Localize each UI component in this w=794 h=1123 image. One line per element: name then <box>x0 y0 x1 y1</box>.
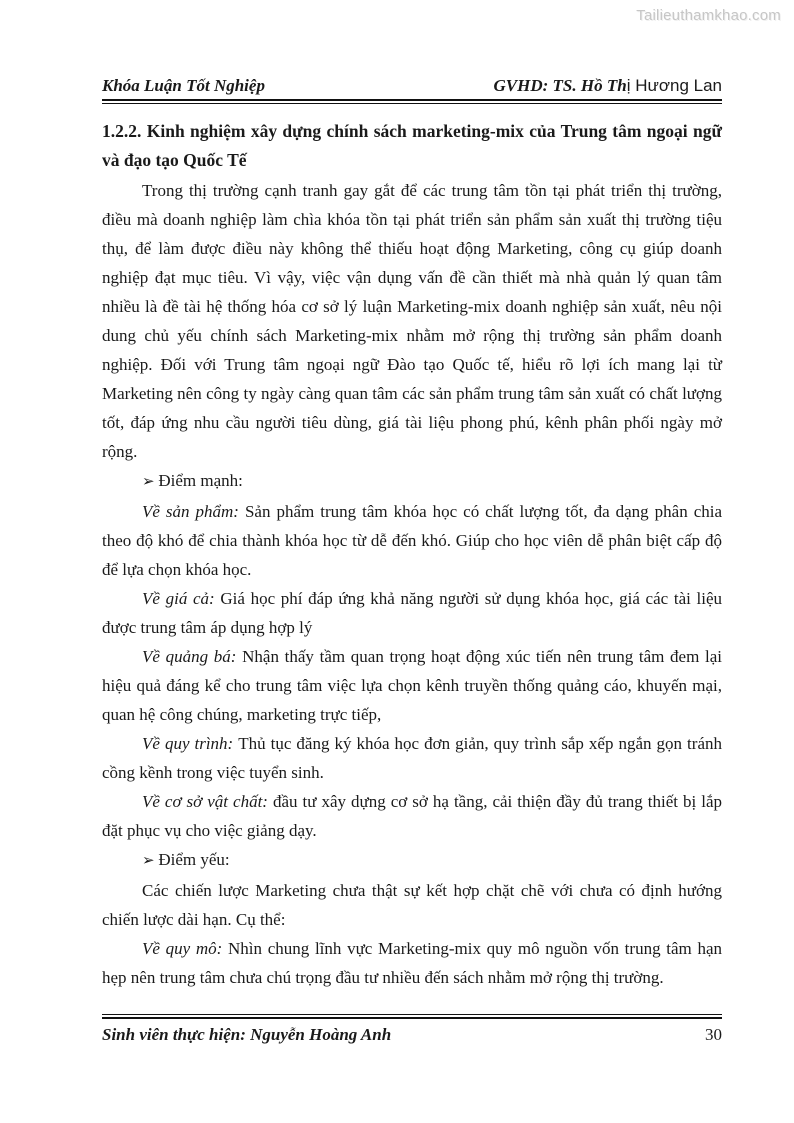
paragraph-lead: Về quy mô: <box>142 939 229 958</box>
header-title: Khóa Luận Tốt Nghiệp <box>102 76 265 95</box>
footer-row <box>102 1024 722 1046</box>
paragraph-lead: Về quy trình: <box>142 734 239 753</box>
document-body <box>102 176 722 992</box>
page-footer <box>102 1014 722 1046</box>
page-content <box>102 76 722 992</box>
header-supervisor-sans: ị Hương Lan <box>626 76 722 95</box>
footer-rule <box>102 1014 722 1019</box>
paragraph: Trong thị trường cạnh tranh gay gắt để các trung tâm tồn tại phát triển thị trường, điều mà doanh nghiệp làm chìa khóa tồn tại phát triển sản phẩm sản xuất thị trường tiệu thụ, để làm được điều này không thể thiếu hoạt động Marketing, công cụ giúp doanh nghiệp đạt mục tiêu. Vì vậy, việc vận dụng vấn đề cần thiết mà nhà quản lý quan tâm nhiều là đề tài hệ thống hóa cơ sở lý luận Marketing-mix doanh nghiệp sản xuất, nêu nội dung chủ yếu chính sách Marketing-mix nhằm mở rộng thị trường sản phẩm doanh nghiệp. Đối với Trung tâm ngoại ngữ Đào tạo Quốc tế, hiểu rõ lợi ích mang lại từ Marketing nên công ty ngày càng quan tâm các sản phẩm trung tâm sản xuất có chất lượng tốt, đáp ứng nhu cầu người tiêu dùng, giá tài liệu phong phú, kênh phân phối ngày mở rộng. <box>102 181 722 461</box>
paragraph-lead: Về giá cả: <box>142 589 221 608</box>
paragraph: Về quy mô: Nhìn chung lĩnh vực Marketing-mix quy mô nguồn vốn trung tâm hạn hẹp nên trung tâm chưa chú trọng đầu tư nhiều đến sách nhằm mở rộng thị trường. <box>102 939 722 987</box>
paragraph: Về quy trình: Thủ tục đăng ký khóa học đơn giản, quy trình sắp xếp ngắn gọn tránh cồng kềnh trong việc tuyển sinh. <box>102 734 722 782</box>
arrow-bullet-icon: ➢ <box>142 853 159 869</box>
arrow-bullet-icon: ➢ <box>142 474 159 490</box>
page-header <box>102 76 722 99</box>
section-heading: 1.2.2. Kinh nghiệm xây dựng chính sách marketing-mix của Trung tâm ngoại ngữ và đạo tạo Quốc Tế <box>102 121 722 170</box>
paragraph-lead: Về sản phẩm: <box>142 502 245 521</box>
bullet-item: ➢ Điểm yếu: <box>142 850 230 869</box>
bullet-item: ➢ Điểm mạnh: <box>142 471 243 490</box>
paragraph: Các chiến lược Marketing chưa thật sự kết hợp chặt chẽ với chưa có định hướng chiến lược dài hạn. Cụ thể: <box>102 881 722 929</box>
paragraph: Về quảng bá: Nhận thấy tầm quan trọng hoạt động xúc tiến nên trung tâm đem lại hiệu quả đáng kể cho trung tâm việc lựa chọn kênh truyền thống quảng cáo, khuyến mại, quan hệ công chúng, marketing trực tiếp, <box>102 647 723 724</box>
page-number: 30 <box>705 1025 722 1044</box>
paragraph-lead: Về cơ sở vật chất: <box>142 792 273 811</box>
header-supervisor <box>494 76 723 96</box>
header-rule <box>102 99 722 104</box>
paragraph: Về sản phẩm: Sản phẩm trung tâm khóa học có chất lượng tốt, đa dạng phân chia theo độ khó để chia thành khóa học từ dễ đến khó. Giúp cho học viên dễ phân biệt cấp độ để lựa chọn khóa học. <box>102 502 723 579</box>
footer-author: Sinh viên thực hiện: Nguyễn Hoàng Anh <box>102 1025 392 1044</box>
watermark: Tailieuthamkhao.com <box>636 7 781 24</box>
paragraph: Về giá cả: Giá học phí đáp ứng khả năng người sử dụng khóa học, giá các tài liệu được trung tâm áp dụng hợp lý <box>102 589 722 637</box>
paragraph: Về cơ sở vật chất: đầu tư xây dựng cơ sở hạ tầng, cải thiện đầy đủ trang thiết bị lắp đặt phục vụ cho việc giảng dạy. <box>102 792 722 840</box>
header-supervisor-serif: GVHD: TS. Hồ Th <box>493 76 627 95</box>
paragraph-lead: Về quảng bá: <box>142 647 243 666</box>
